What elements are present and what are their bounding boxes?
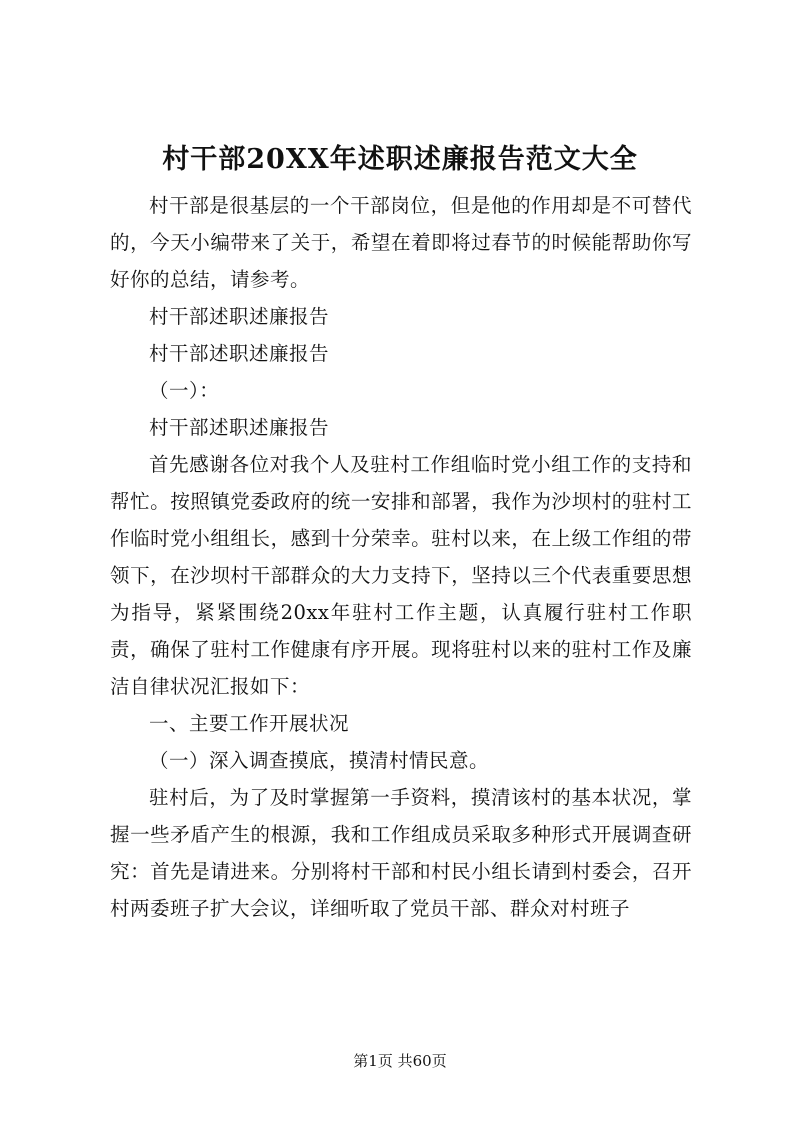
paragraph-subsection-heading: （一）深入调查摸底，摸清村情民意。 [149, 749, 490, 772]
paragraph-heading-3: 村干部述职述廉报告 [149, 416, 330, 439]
document-body [110, 187, 692, 927]
paragraph-section-heading: 一、主要工作开展状况 [149, 712, 350, 735]
paragraph-main-1: 首先感谢各位对我个人及驻村工作组临时党小组工作的支持和帮忙。按照镇党委政府的统一安排和部署，我作为沙坝村的驻村工作临时党小组组长，感到十分荣幸。驻村以来，在上级工作组的带领下，在沙坝村干部群众的大力支持下，坚持以三个代表重要思想为指导，紧紧围绕20xx年驻村工作主题，认真履行驻村工作职责，确保了驻村工作健康有序开展。现将驻村以来的驻村工作及廉洁自律状况汇报如下： [110, 453, 692, 698]
paragraph-main-2: 驻村后，为了及时掌握第一手资料，摸清该村的基本状况，掌握一些矛盾产生的根源，我和工作组成员采取多种形式开展调查研究：首先是请进来。分别将村干部和村民小组长请到村委会，召开村两委班子扩大会议，详细听取了党员干部、群众对村班子 [110, 786, 692, 920]
paragraph-intro: 村干部是很基层的一个干部岗位，但是他的作用却是不可替代的，今天小编带来了关于，希望在着即将过春节的时候能帮助你写好你的总结，请参考。 [110, 194, 692, 291]
paragraph-heading-1: 村干部述职述廉报告 [149, 305, 330, 328]
paragraph-section-marker: （一）： [149, 379, 220, 402]
document-title: 村干部20XX年述职述廉报告范文大全 [162, 144, 638, 175]
paragraph-heading-2: 村干部述职述廉报告 [149, 342, 330, 365]
page-number-footer: 第1页 共60页 [353, 1052, 447, 1070]
